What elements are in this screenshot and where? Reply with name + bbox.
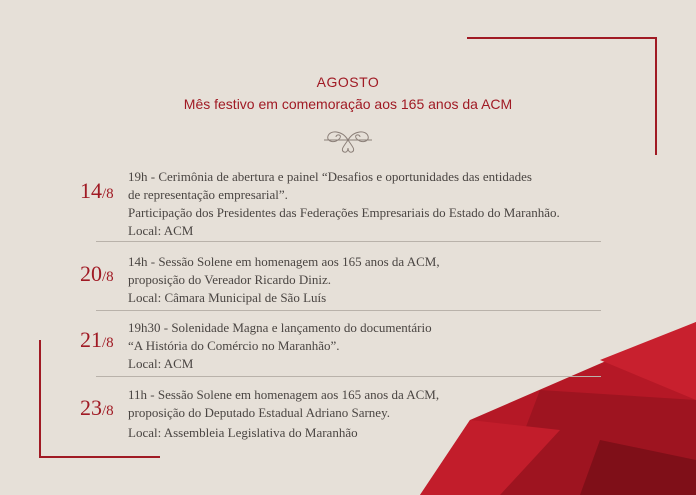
event-date <box>80 329 114 354</box>
event-line: proposição do Deputado Estadual Adriano Sarney. <box>128 405 390 420</box>
event-line: “A História do Comércio no Maranhão”. <box>128 338 340 353</box>
event-line: 19h30 - Solenidade Magna e lançamento do documentário <box>128 320 432 335</box>
event-details <box>128 168 608 240</box>
event-month: /8 <box>102 186 114 202</box>
event-day: 23 <box>80 395 102 420</box>
flourish-ornament-icon <box>322 126 374 156</box>
event-line: Local: ACM <box>128 223 194 238</box>
event-details <box>128 253 608 307</box>
event-separator <box>96 310 601 311</box>
corner-bracket-left <box>39 340 41 458</box>
event-date <box>80 263 114 288</box>
event-separator <box>96 376 601 377</box>
event-line: Local: Câmara Municipal de São Luís <box>128 290 327 305</box>
event-line: Participação dos Presidentes das Federações Empresariais do Estado do Maranhão. <box>128 205 560 220</box>
event-14 <box>80 168 610 238</box>
event-line: 11h - Sessão Solene em homenagem aos 165 anos da ACM, <box>128 387 440 402</box>
month-title: AGOSTO <box>316 74 380 90</box>
event-day: 21 <box>80 327 102 352</box>
event-details <box>128 319 608 373</box>
subtitle: Mês festivo em comemoração aos 165 anos da ACM <box>183 96 513 112</box>
event-line: 19h - Cerimônia de abertura e painel “Desafios e oportunidades das entidades <box>128 169 532 184</box>
header <box>0 74 696 112</box>
event-line: proposição do Vereador Ricardo Diniz. <box>128 272 332 287</box>
event-21 <box>80 319 610 373</box>
event-20 <box>80 253 610 307</box>
event-separator <box>96 241 601 242</box>
event-date <box>80 397 114 422</box>
event-month: /8 <box>102 269 114 285</box>
corner-bracket-top <box>467 37 657 39</box>
event-line: 14h - Sessão Solene em homenagem aos 165 anos da ACM, <box>128 254 440 269</box>
event-23 <box>80 386 610 442</box>
event-line: Local: ACM <box>128 356 194 371</box>
event-day: 14 <box>80 178 102 203</box>
corner-bracket-bottom <box>39 456 160 458</box>
event-details <box>128 386 608 442</box>
event-line: Local: Assembleia Legislativa do Maranhão <box>128 425 358 440</box>
event-month: /8 <box>102 335 114 351</box>
event-line: de representação empresarial”. <box>128 187 288 202</box>
event-date <box>80 180 114 205</box>
event-day: 20 <box>80 261 102 286</box>
event-month: /8 <box>102 403 114 419</box>
